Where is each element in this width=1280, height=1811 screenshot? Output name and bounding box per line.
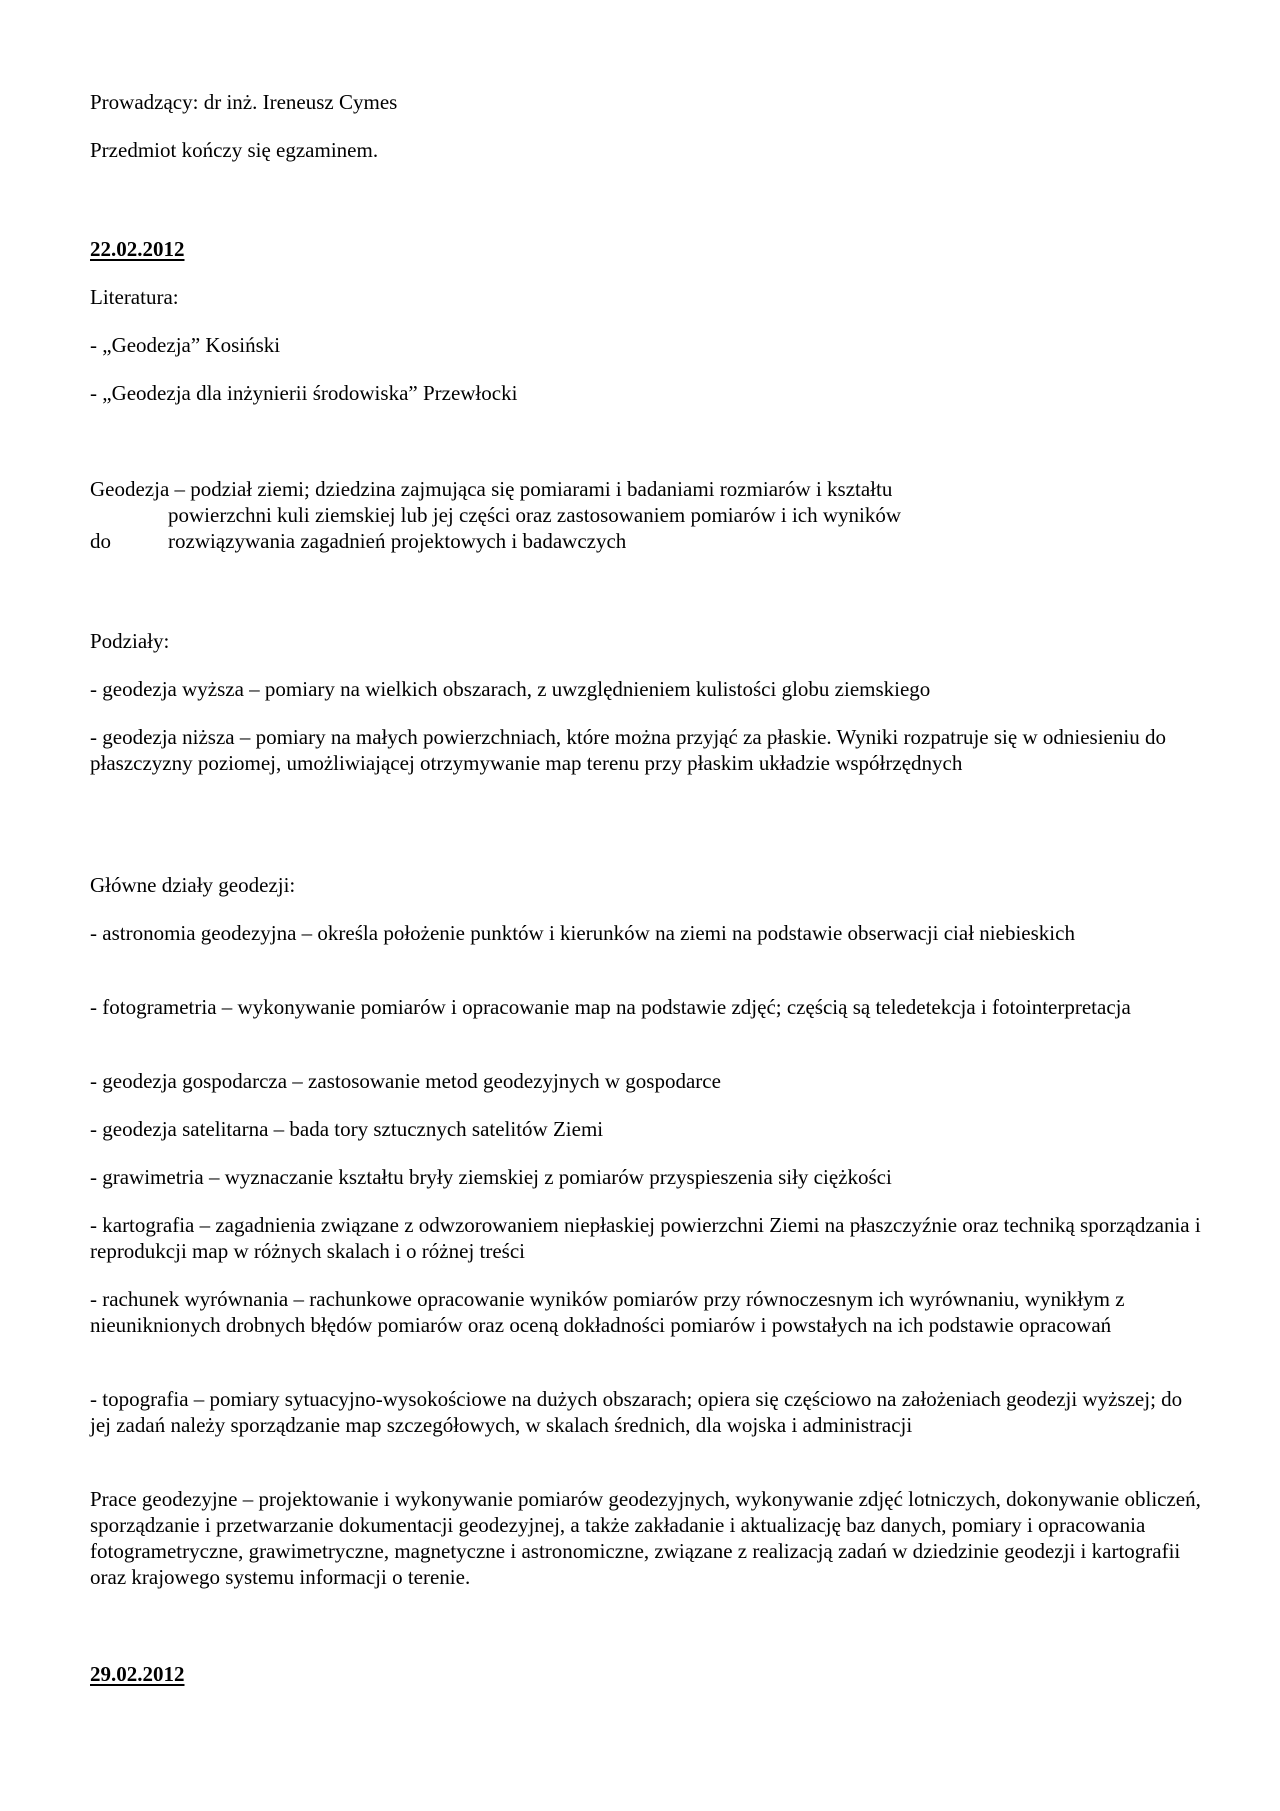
branch-item: - astronomia geodezyjna – określa położenie punktów i kierunków na ziemi na podstawie obserwacji ciał niebieskich bbox=[90, 921, 1075, 945]
branch-item: - fotogrametria – wykonywanie pomiarów i opracowanie map na podstawie zdjęć; częścią są teledetekcja i fotointerpretacja bbox=[90, 995, 1131, 1019]
branch-item: - rachunek wyrównania – rachunkowe opracowanie wyników pomiarów przy równoczesnym ich wyrównaniu, wynikłym z nieuniknionych drobnych błędów pomiarów oraz oceną dokładności pomiarów i powstałych na ich podstawie opracowań bbox=[90, 1287, 1125, 1337]
branch-item: - geodezja satelitarna – bada tory sztucznych satelitów Ziemi bbox=[90, 1117, 604, 1141]
definition-line-3-lead: do bbox=[90, 529, 111, 553]
branch-item: - topografia – pomiary sytuacyjno-wysokościowe na dużych obszarach; opiera się częściowo na założeniach geodezji wyższej; do jej zadań należy sporządzanie map szczegółowych, w skalach średnich, dla wojska i administracji bbox=[90, 1387, 1183, 1437]
division-item: - geodezja niższa – pomiary na małych powierzchniach, które można przyjąć za płaskie. Wyniki rozpatruje się w odniesieniu do płaszczyzny poziomej, umożliwiającej otrzymywanie map terenu przy płaskim układzie współrzędnych bbox=[90, 725, 1166, 775]
branch-item: - grawimetria – wyznaczanie kształtu bryły ziemskiej z pomiarów przyspieszenia siły ciężkości bbox=[90, 1165, 892, 1189]
division-item: - geodezja wyższa – pomiary na wielkich obszarach, z uwzględnieniem kulistości globu ziemskiego bbox=[90, 677, 931, 701]
definition-line-3: rozwiązywania zagadnień projektowych i badawczych bbox=[168, 529, 627, 553]
literature-item: - „Geodezja” Kosiński bbox=[90, 333, 281, 357]
exam-note: Przedmiot kończy się egzaminem. bbox=[90, 138, 379, 162]
geodesy-definition bbox=[90, 476, 1205, 554]
definition-line bbox=[90, 476, 1205, 502]
date-heading-2: 29.02.2012 bbox=[90, 1662, 185, 1686]
definition-line-2: powierzchni kuli ziemskiej lub jej części oraz zastosowaniem pomiarów i ich wyników bbox=[168, 503, 902, 527]
literature-item: - „Geodezja dla inżynierii środowiska” Przewłocki bbox=[90, 381, 518, 405]
branch-item: - kartografia – zagadnienia związane z odwzorowaniem niepłaskiej powierzchni Ziemi na płaszczyźnie oraz techniką sporządzania i reprodukcji map w różnych skalach i o różnej treści bbox=[90, 1213, 1201, 1263]
definition-line bbox=[90, 502, 1205, 528]
date-heading-1: 22.02.2012 bbox=[90, 237, 185, 261]
survey-work-paragraph: Prace geodezyjne – projektowanie i wykonywanie pomiarów geodezyjnych, wykonywanie zdjęć lotniczych, dokonywanie obliczeń, sporządzanie i przetwarzanie dokumentacji geodezyjnej, a także zakładanie i aktualizację baz danych, pomiary i opracowania fotogrametryczne, grawimetryczne, magnetyczne i astronomiczne, związane z realizacją zadań w dziedzinie geodezji i kartografii oraz krajowego systemu informacji o terenie. bbox=[90, 1487, 1201, 1589]
divisions-heading: Podziały: bbox=[90, 629, 170, 653]
instructor-line: Prowadzący: dr inż. Ireneusz Cymes bbox=[90, 90, 398, 114]
definition-line-1: Geodezja – podział ziemi; dziedzina zajmująca się pomiarami i badaniami rozmiarów i kształtu bbox=[90, 477, 893, 501]
main-branches-heading: Główne działy geodezji: bbox=[90, 873, 296, 897]
literature-heading: Literatura: bbox=[90, 285, 179, 309]
definition-line bbox=[90, 528, 1205, 554]
branch-item: - geodezja gospodarcza – zastosowanie metod geodezyjnych w gospodarce bbox=[90, 1069, 721, 1093]
